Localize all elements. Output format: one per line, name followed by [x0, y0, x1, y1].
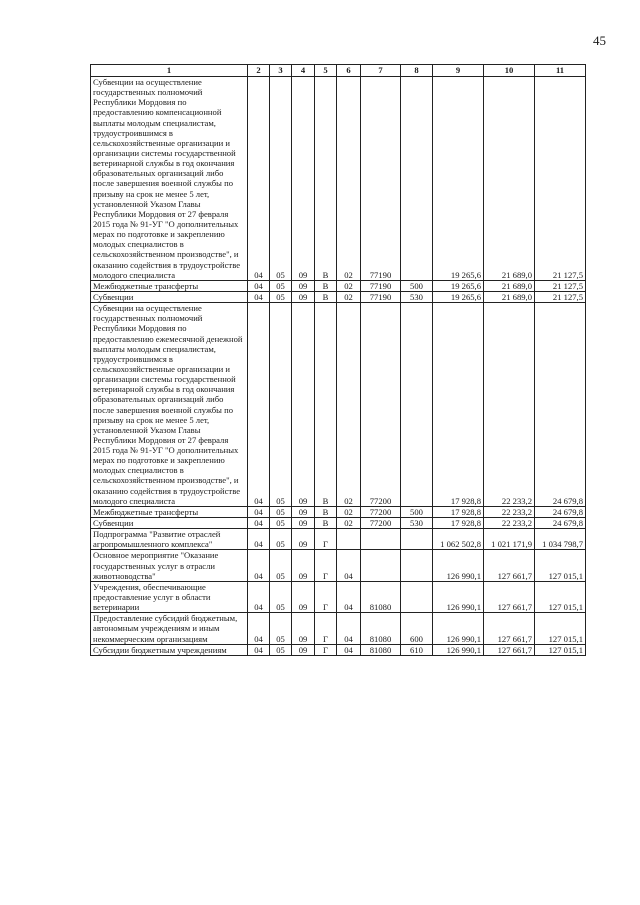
row-cell-c6: 04	[337, 581, 361, 612]
row-cell-c3: 05	[270, 280, 292, 291]
row-cell-c5: В	[315, 291, 337, 302]
budget-table	[90, 64, 586, 656]
row-cell-c2: 04	[248, 644, 270, 655]
row-name-cell: Подпрограмма "Развитие отраслей агропромышленного комплекса"	[91, 529, 248, 550]
row-cell-c8: 500	[401, 506, 433, 517]
row-cell-c6: 04	[337, 613, 361, 644]
row-cell-c5: Г	[315, 644, 337, 655]
row-cell-c5: Г	[315, 529, 337, 550]
table-row	[91, 280, 586, 291]
row-name-cell: Субвенции	[91, 518, 248, 529]
row-cell-c11: 127 015,1	[535, 550, 586, 581]
row-cell-c9: 19 265,6	[433, 291, 484, 302]
row-cell-c5: В	[315, 518, 337, 529]
row-cell-c2: 04	[248, 518, 270, 529]
row-cell-c5: Г	[315, 581, 337, 612]
header-cell-7: 7	[361, 65, 401, 77]
row-cell-c4: 09	[292, 303, 315, 507]
row-cell-c7: 81080	[361, 644, 401, 655]
row-name-cell: Субсидии бюджетным учреждениям	[91, 644, 248, 655]
table-row	[91, 518, 586, 529]
row-cell-c3: 05	[270, 550, 292, 581]
row-cell-c6: 02	[337, 303, 361, 507]
row-cell-c9: 19 265,6	[433, 77, 484, 281]
row-cell-c10: 21 689,0	[484, 77, 535, 281]
row-cell-c6: 02	[337, 77, 361, 281]
table-row	[91, 77, 586, 281]
row-cell-c7: 77200	[361, 303, 401, 507]
row-cell-c10: 127 661,7	[484, 644, 535, 655]
row-cell-c4: 09	[292, 644, 315, 655]
row-cell-c3: 05	[270, 529, 292, 550]
table-row	[91, 303, 586, 507]
row-cell-c9: 17 928,8	[433, 506, 484, 517]
row-name-cell: Учреждения, обеспечивающие предоставление услуг в области ветеринарии	[91, 581, 248, 612]
header-cell-8: 8	[401, 65, 433, 77]
row-name-cell: Основное мероприятие "Оказание государственных услуг в отрасли животноводства"	[91, 550, 248, 581]
row-cell-c6	[337, 529, 361, 550]
header-cell-1: 1	[91, 65, 248, 77]
row-cell-c2: 04	[248, 291, 270, 302]
row-cell-c7: 77200	[361, 506, 401, 517]
header-cell-2: 2	[248, 65, 270, 77]
row-cell-c9: 126 990,1	[433, 613, 484, 644]
row-cell-c3: 05	[270, 77, 292, 281]
row-cell-c7: 77190	[361, 77, 401, 281]
row-cell-c11: 127 015,1	[535, 581, 586, 612]
row-cell-c6: 02	[337, 518, 361, 529]
row-cell-c4: 09	[292, 280, 315, 291]
row-cell-c8: 530	[401, 518, 433, 529]
row-cell-c8: 610	[401, 644, 433, 655]
row-cell-c10: 22 233,2	[484, 506, 535, 517]
row-cell-c11: 1 034 798,7	[535, 529, 586, 550]
row-cell-c8: 600	[401, 613, 433, 644]
row-cell-c10: 22 233,2	[484, 518, 535, 529]
row-cell-c2: 04	[248, 280, 270, 291]
header-cell-11: 11	[535, 65, 586, 77]
row-cell-c7: 77200	[361, 518, 401, 529]
row-cell-c5: В	[315, 506, 337, 517]
row-cell-c10: 127 661,7	[484, 581, 535, 612]
row-cell-c9: 126 990,1	[433, 644, 484, 655]
row-cell-c10: 127 661,7	[484, 613, 535, 644]
row-cell-c7: 81080	[361, 581, 401, 612]
row-cell-c8: 530	[401, 291, 433, 302]
row-cell-c8	[401, 303, 433, 507]
row-cell-c11: 127 015,1	[535, 644, 586, 655]
row-cell-c3: 05	[270, 291, 292, 302]
row-cell-c4: 09	[292, 518, 315, 529]
header-cell-4: 4	[292, 65, 315, 77]
row-cell-c5: В	[315, 303, 337, 507]
row-cell-c9: 17 928,8	[433, 518, 484, 529]
row-cell-c6: 02	[337, 291, 361, 302]
row-cell-c3: 05	[270, 644, 292, 655]
table-row	[91, 529, 586, 550]
row-cell-c10: 21 689,0	[484, 280, 535, 291]
header-cell-6: 6	[337, 65, 361, 77]
row-cell-c6: 02	[337, 506, 361, 517]
row-cell-c11: 24 679,8	[535, 518, 586, 529]
row-cell-c9: 19 265,6	[433, 280, 484, 291]
table-row	[91, 581, 586, 612]
row-cell-c7: 77190	[361, 291, 401, 302]
row-name-cell: Межбюджетные трансферты	[91, 280, 248, 291]
row-cell-c9: 126 990,1	[433, 581, 484, 612]
table-row	[91, 550, 586, 581]
header-cell-10: 10	[484, 65, 535, 77]
row-cell-c9: 1 062 502,8	[433, 529, 484, 550]
row-name-cell: Субвенции на осуществление государственных полномочий Республики Мордовия по предоставлению компенсационной выплаты молодым специалистам, трудоустроившимся в сельскохозяйственные организации и организации системы государственной ветеринарной службы в год окончания образовательных организаций либо после завершения военной службы по призыву на срок не менее 5 лет, установленной Указом Главы Республики Мордовия от 27 февраля 2015 года № 91-УГ "О дополнительных мерах по подготовке и закреплению молодых специалистов в сельскохозяйственном производстве", и оказанию содействия в трудоустройстве молодого специалиста	[91, 77, 248, 281]
row-cell-c10: 127 661,7	[484, 550, 535, 581]
row-cell-c9: 126 990,1	[433, 550, 484, 581]
row-cell-c11: 21 127,5	[535, 280, 586, 291]
table-row	[91, 613, 586, 644]
row-cell-c11: 21 127,5	[535, 291, 586, 302]
row-name-cell: Субвенции	[91, 291, 248, 302]
row-cell-c8	[401, 550, 433, 581]
row-cell-c8	[401, 77, 433, 281]
row-cell-c10: 21 689,0	[484, 291, 535, 302]
row-cell-c5: В	[315, 280, 337, 291]
row-name-cell: Межбюджетные трансферты	[91, 506, 248, 517]
page-number: 45	[593, 33, 606, 48]
row-cell-c4: 09	[292, 613, 315, 644]
row-cell-c2: 04	[248, 581, 270, 612]
row-cell-c3: 05	[270, 303, 292, 507]
row-cell-c2: 04	[248, 550, 270, 581]
row-cell-c8	[401, 529, 433, 550]
row-cell-c8	[401, 581, 433, 612]
header-row	[91, 65, 586, 77]
row-cell-c7	[361, 550, 401, 581]
row-cell-c2: 04	[248, 613, 270, 644]
table-row	[91, 506, 586, 517]
table-row	[91, 644, 586, 655]
row-cell-c4: 09	[292, 550, 315, 581]
row-cell-c7	[361, 529, 401, 550]
row-cell-c9: 17 928,8	[433, 303, 484, 507]
header-cell-5: 5	[315, 65, 337, 77]
row-cell-c7: 77190	[361, 280, 401, 291]
row-cell-c4: 09	[292, 529, 315, 550]
row-cell-c10: 22 233,2	[484, 303, 535, 507]
row-cell-c10: 1 021 171,9	[484, 529, 535, 550]
row-cell-c4: 09	[292, 581, 315, 612]
row-cell-c11: 24 679,8	[535, 506, 586, 517]
row-cell-c2: 04	[248, 77, 270, 281]
row-cell-c2: 04	[248, 303, 270, 507]
row-cell-c3: 05	[270, 613, 292, 644]
row-name-cell: Предоставление субсидий бюджетным, автономным учреждениям и иным некоммерческим организациям	[91, 613, 248, 644]
row-cell-c4: 09	[292, 291, 315, 302]
row-cell-c7: 81080	[361, 613, 401, 644]
row-cell-c3: 05	[270, 581, 292, 612]
row-cell-c5: В	[315, 77, 337, 281]
header-cell-9: 9	[433, 65, 484, 77]
row-cell-c5: Г	[315, 613, 337, 644]
row-cell-c4: 09	[292, 77, 315, 281]
row-cell-c4: 09	[292, 506, 315, 517]
row-cell-c3: 05	[270, 506, 292, 517]
row-cell-c11: 24 679,8	[535, 303, 586, 507]
row-cell-c2: 04	[248, 529, 270, 550]
row-name-cell: Субвенции на осуществление государственных полномочий Республики Мордовия по предоставлению ежемесячной денежной выплаты молодым специалистам, трудоустроившимся в сельскохозяйственные организации и организации системы государственной ветеринарной службы в год окончания образовательных организаций либо после завершения военной службы по призыву на срок не менее 5 лет, установленной Указом Главы Республики Мордовия от 27 февраля 2015 года № 91-УГ "О дополнительных мерах по подготовке и закреплению молодых специалистов в сельскохозяйственном производстве", и оказанию содействия в трудоустройстве молодого специалиста	[91, 303, 248, 507]
row-cell-c6: 04	[337, 644, 361, 655]
row-cell-c11: 127 015,1	[535, 613, 586, 644]
row-cell-c3: 05	[270, 518, 292, 529]
row-cell-c2: 04	[248, 506, 270, 517]
table-row	[91, 291, 586, 302]
row-cell-c11: 21 127,5	[535, 77, 586, 281]
row-cell-c6: 04	[337, 550, 361, 581]
row-cell-c6: 02	[337, 280, 361, 291]
header-cell-3: 3	[270, 65, 292, 77]
row-cell-c8: 500	[401, 280, 433, 291]
row-cell-c5: Г	[315, 550, 337, 581]
